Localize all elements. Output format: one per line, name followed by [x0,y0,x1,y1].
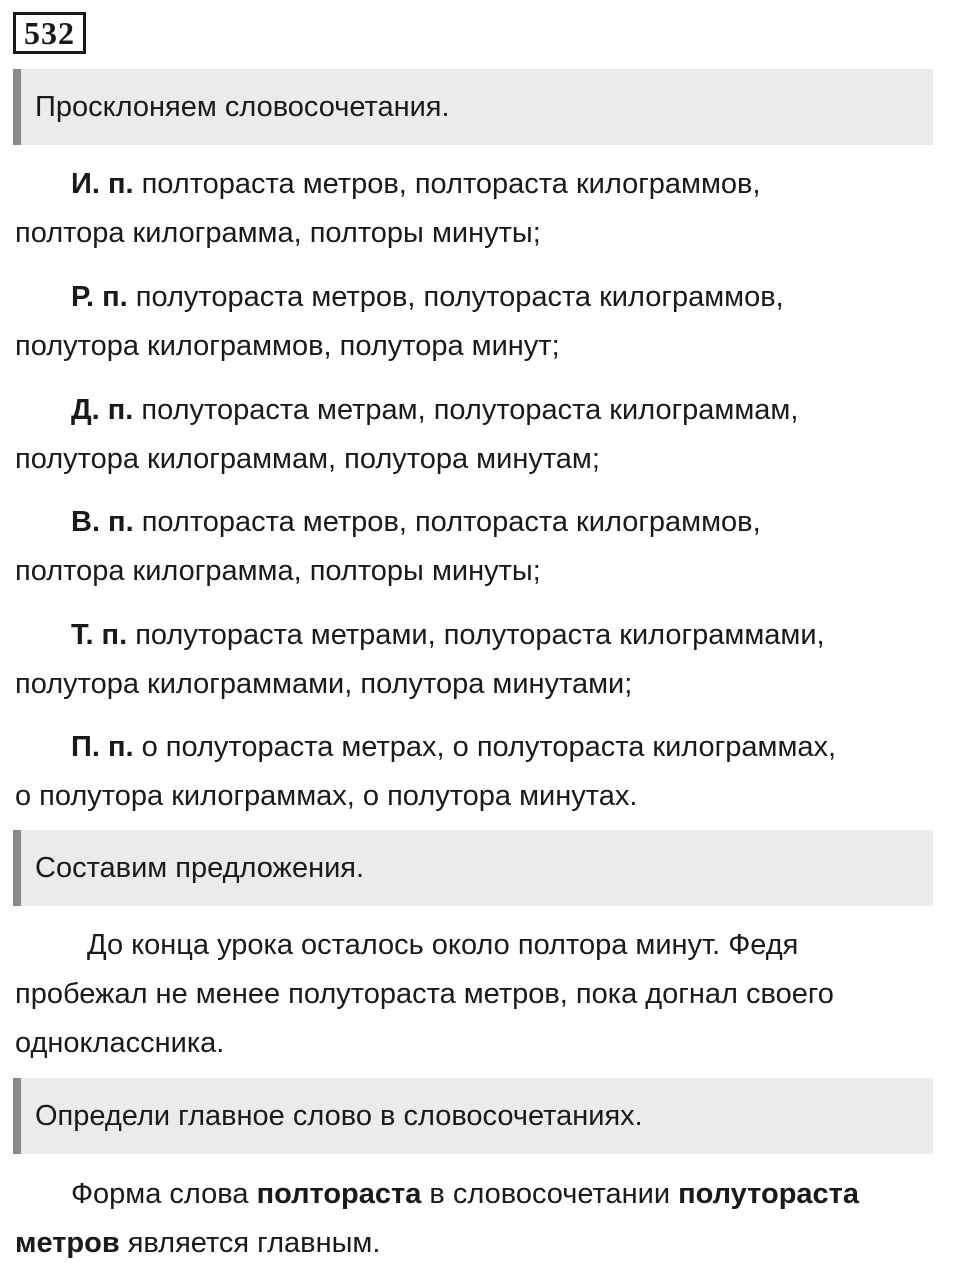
section-heading-declension: Просклоняем словосочетания. [13,69,933,145]
sentence-line: одноклассника. [15,1027,225,1059]
sentence-line: пробежал не менее полутораста метров, пока догнал своего [15,978,834,1010]
case-forms-line1: полтораста метров, полтораста килограммов, [133,168,761,200]
declension-row-instrumental [15,611,940,709]
case-forms-line2: полутора килограммам, полутора минутам; [15,443,600,475]
answer-main-word: полтораста [256,1178,422,1210]
declension-row-prepositional [15,723,940,821]
case-label: П. п. [71,731,134,763]
task-number-badge: 532 [13,12,86,54]
answer-text: в словосочетании [421,1178,679,1210]
case-forms-line2: полтора килограмма, полторы минуты; [15,217,541,249]
case-forms-line2: полутора килограммов, полутора минут; [15,330,560,362]
declension-row-accusative [15,498,940,596]
case-forms-line1: полутораста метрам, полутораста килограммам, [133,394,799,426]
case-label: Р. п. [71,281,128,313]
case-forms-line1: полтораста метров, полтораста килограммов, [133,506,761,538]
declension-row-nominative [15,160,940,258]
section-heading-sentences: Составим предложения. [13,830,933,906]
answer-phrase: полутораста [678,1178,859,1210]
case-forms-line2: о полутора килограммах, о полутора минутах. [15,780,638,812]
answer-paragraph [15,1170,940,1268]
case-forms-line2: полтора килограмма, полторы минуты; [15,555,541,587]
case-forms-line1: о полутораста метрах, о полутораста килограммах, [133,731,837,763]
answer-text: является главным. [119,1227,381,1259]
case-label: Т. п. [71,619,128,651]
case-forms-line1: полутораста метров, полутораста килограммов, [127,281,784,313]
answer-phrase: метров [15,1227,120,1259]
declension-row-genitive [15,273,940,371]
answer-text: Форма слова [71,1178,257,1210]
case-label: В. п. [71,506,134,538]
sentence-line: До конца урока осталось около полтора минут. Федя [87,929,799,961]
declension-row-dative [15,386,940,484]
sentences-paragraph [15,921,940,1068]
section-heading-main-word: Определи главное слово в словосочетаниях. [13,1078,933,1154]
case-label: И. п. [71,168,134,200]
case-forms-line2: полутора килограммами, полутора минутами; [15,668,633,700]
case-label: Д. п. [71,394,134,426]
case-forms-line1: полутораста метрами, полутораста килограммами, [127,619,825,651]
